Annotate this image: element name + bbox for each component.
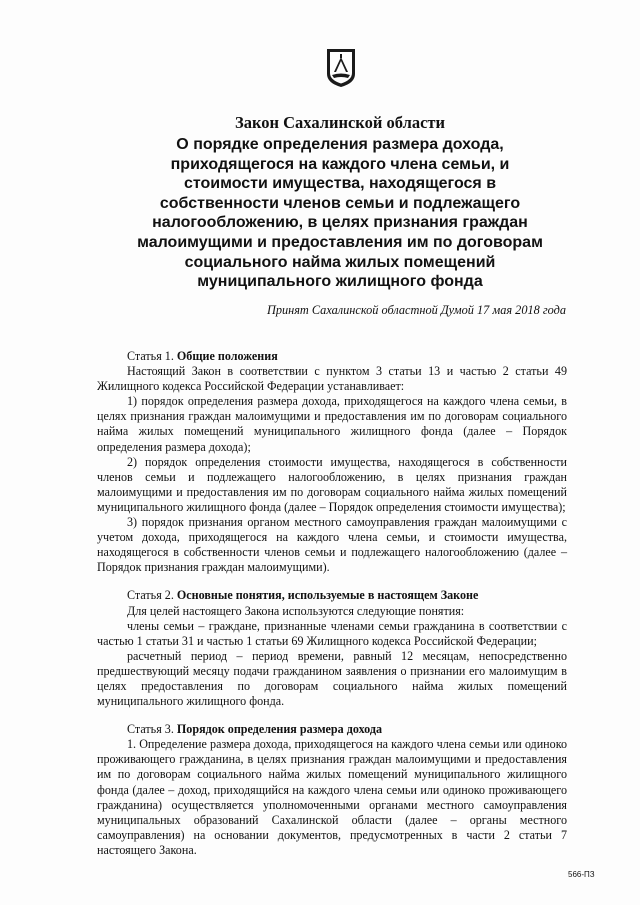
article-label: Статья 3. bbox=[127, 722, 174, 737]
paragraph: члены семьи – граждане, признанные членами семьи гражданина в соответствии с частью 1 статьи 31 и частью 1 статьи 69 Жилищного кодекса Российской Федерации; bbox=[97, 618, 567, 648]
article-3 bbox=[97, 722, 567, 858]
article-heading bbox=[97, 349, 567, 364]
article-title: Порядок определения размера дохода bbox=[176, 722, 383, 737]
document-code: 566-ПЗ bbox=[568, 870, 595, 879]
subtitle-line: налогообложению, в целях признания граждан bbox=[152, 214, 528, 232]
law-title: Закон Сахалинской области bbox=[234, 113, 446, 132]
article-title: Основные понятия, используемые в настоящем Законе bbox=[176, 588, 479, 603]
paragraph: 1) порядок определения размера дохода, приходящегося на каждого члена семьи, в целях признания граждан малоимущими и предоставления им по договорам социального найма жилых помещений муниципального жилищного фонда (далее – Порядок определения размера дохода); bbox=[97, 394, 567, 454]
paragraph: расчетный период – период времени, равный 12 месяцам, непосредственно предшествующий месяцу подачи гражданином заявления о признании его малоимущим в целях предоставления по договорам социального найма жилых помещений муниципального жилищного фонда. bbox=[97, 648, 567, 709]
coat-of-arms-icon bbox=[326, 48, 356, 88]
subtitle-line: О порядке определения размера дохода, bbox=[176, 136, 504, 153]
subtitle-line: малоимущими и предоставления им по договорам bbox=[137, 233, 543, 251]
article-label: Статья 1. bbox=[127, 349, 174, 363]
paragraph: Настоящий Закон в соответствии с пунктом 3 статьи 13 и частью 2 статьи 49 Жилищного кодекса Российской Федерации устанавливает: bbox=[97, 364, 567, 394]
subtitle-line: социального найма жилых помещений bbox=[184, 253, 496, 271]
article-heading bbox=[97, 722, 567, 737]
subtitle-line: приходящегося на каждого члена семьи, и bbox=[170, 155, 510, 173]
adoption-note: Принят Сахалинской областной Думой 17 мая 2018 года bbox=[266, 303, 566, 317]
article-2 bbox=[97, 588, 567, 709]
subtitle-line: стоимости имущества, находящегося в bbox=[183, 175, 497, 193]
paragraph: 2) порядок определения стоимости имущества, находящегося в собственности членов семьи и подлежащего налогообложению, в целях признания граждан малоимущими и предоставления им по договорам социального найма жилых помещений муниципального жилищного фонда (далее – Порядок определения стоимости имущества); bbox=[97, 454, 567, 514]
paragraph: Для целей настоящего Закона используются следующие понятия: bbox=[127, 603, 465, 618]
law-subtitle bbox=[110, 135, 570, 292]
document-body bbox=[97, 349, 567, 871]
title-block bbox=[110, 113, 570, 292]
article-1 bbox=[97, 349, 567, 575]
subtitle-line: муниципального жилищного фонда bbox=[197, 273, 483, 291]
subtitle-line: собственности членов семьи и подлежащего bbox=[159, 194, 521, 212]
article-label: Статья 2. bbox=[127, 588, 174, 603]
article-title: Общие положения bbox=[176, 349, 278, 363]
paragraph: 3) порядок признания органом местного самоуправления граждан малоимущими с учетом дохода, приходящегося на каждого члена семьи, и стоимости имущества, находящегося в собственности членов семьи и подлежащего налогообложению (далее – Порядок признания граждан малоимущими). bbox=[97, 515, 567, 575]
article-heading bbox=[97, 588, 567, 603]
paragraph: 1. Определение размера дохода, приходящегося на каждого члена семьи или одиноко проживающего гражданина, в целях признания граждан малоимущими и предоставления им по договорам социального найма жилых помещений муниципального жилищного фонда (далее – доход, приходящийся на каждого члена семьи или одиноко проживающего гражданина) осуществляется уполномоченными органами местного самоуправления муниципальных образований Сахалинской области (далее – органы местного самоуправления) на основании документов, предусмотренных в части 2 статьи 7 настоящего Закона. bbox=[97, 737, 567, 857]
